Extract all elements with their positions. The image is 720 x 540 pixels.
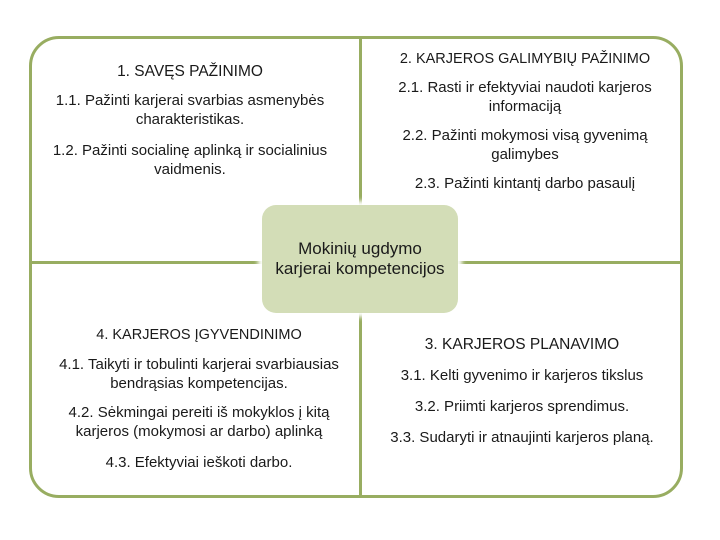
quadrant-career-planning	[372, 335, 672, 447]
quadrant-item: 3.1. Kelti gyvenimo ir karjeros tikslus	[400, 367, 644, 384]
quadrant-self-knowledge	[40, 62, 340, 179]
quadrant-item: 2.3. Pažinti kintantį darbo pasaulį	[414, 175, 636, 192]
center-competencies-box	[262, 205, 458, 313]
quadrant-item: 3.2. Priimti karjeros sprendimus.	[414, 398, 630, 415]
quadrant-item: 2.1. Rasti ir efektyviai naudoti karjeros informaciją	[398, 79, 652, 115]
quadrant-title: 4. KARJEROS ĮGYVENDINIMO	[96, 327, 302, 343]
quadrant-item: 3.3. Sudaryti ir atnaujinti karjeros planą.	[390, 429, 654, 446]
center-label: Mokinių ugdymo karjerai kompetencijos	[275, 239, 445, 278]
quadrant-item: 4.1. Taikyti ir tobulinti karjerai svarbiausias bendrąsias kompetencijas.	[59, 356, 339, 392]
quadrant-title: 3. KARJEROS PLANAVIMO	[424, 336, 620, 353]
quadrant-career-implementation	[44, 326, 354, 472]
quadrant-item: 1.1. Pažinti karjerai svarbias asmenybės charakteristikas.	[55, 92, 325, 128]
quadrant-item: 4.3. Efektyviai ieškoti darbo.	[105, 454, 293, 471]
quadrant-title: 2. KARJEROS GALIMYBIŲ PAŽINIMO	[399, 51, 651, 67]
quadrant-item: 4.2. Sėkmingai pereiti iš mokyklos į kitą karjeros (mokymosi ar darbo) aplinką	[68, 404, 330, 440]
quadrant-item: 1.2. Pažinti socialinę aplinką ir socialinius vaidmenis.	[52, 142, 328, 178]
quadrant-title: 1. SAVĘS PAŽINIMO	[117, 63, 263, 80]
quadrant-item: 2.2. Pažinti mokymosi visą gyvenimą galimybes	[402, 127, 648, 163]
quadrant-career-opportunities	[372, 50, 678, 193]
